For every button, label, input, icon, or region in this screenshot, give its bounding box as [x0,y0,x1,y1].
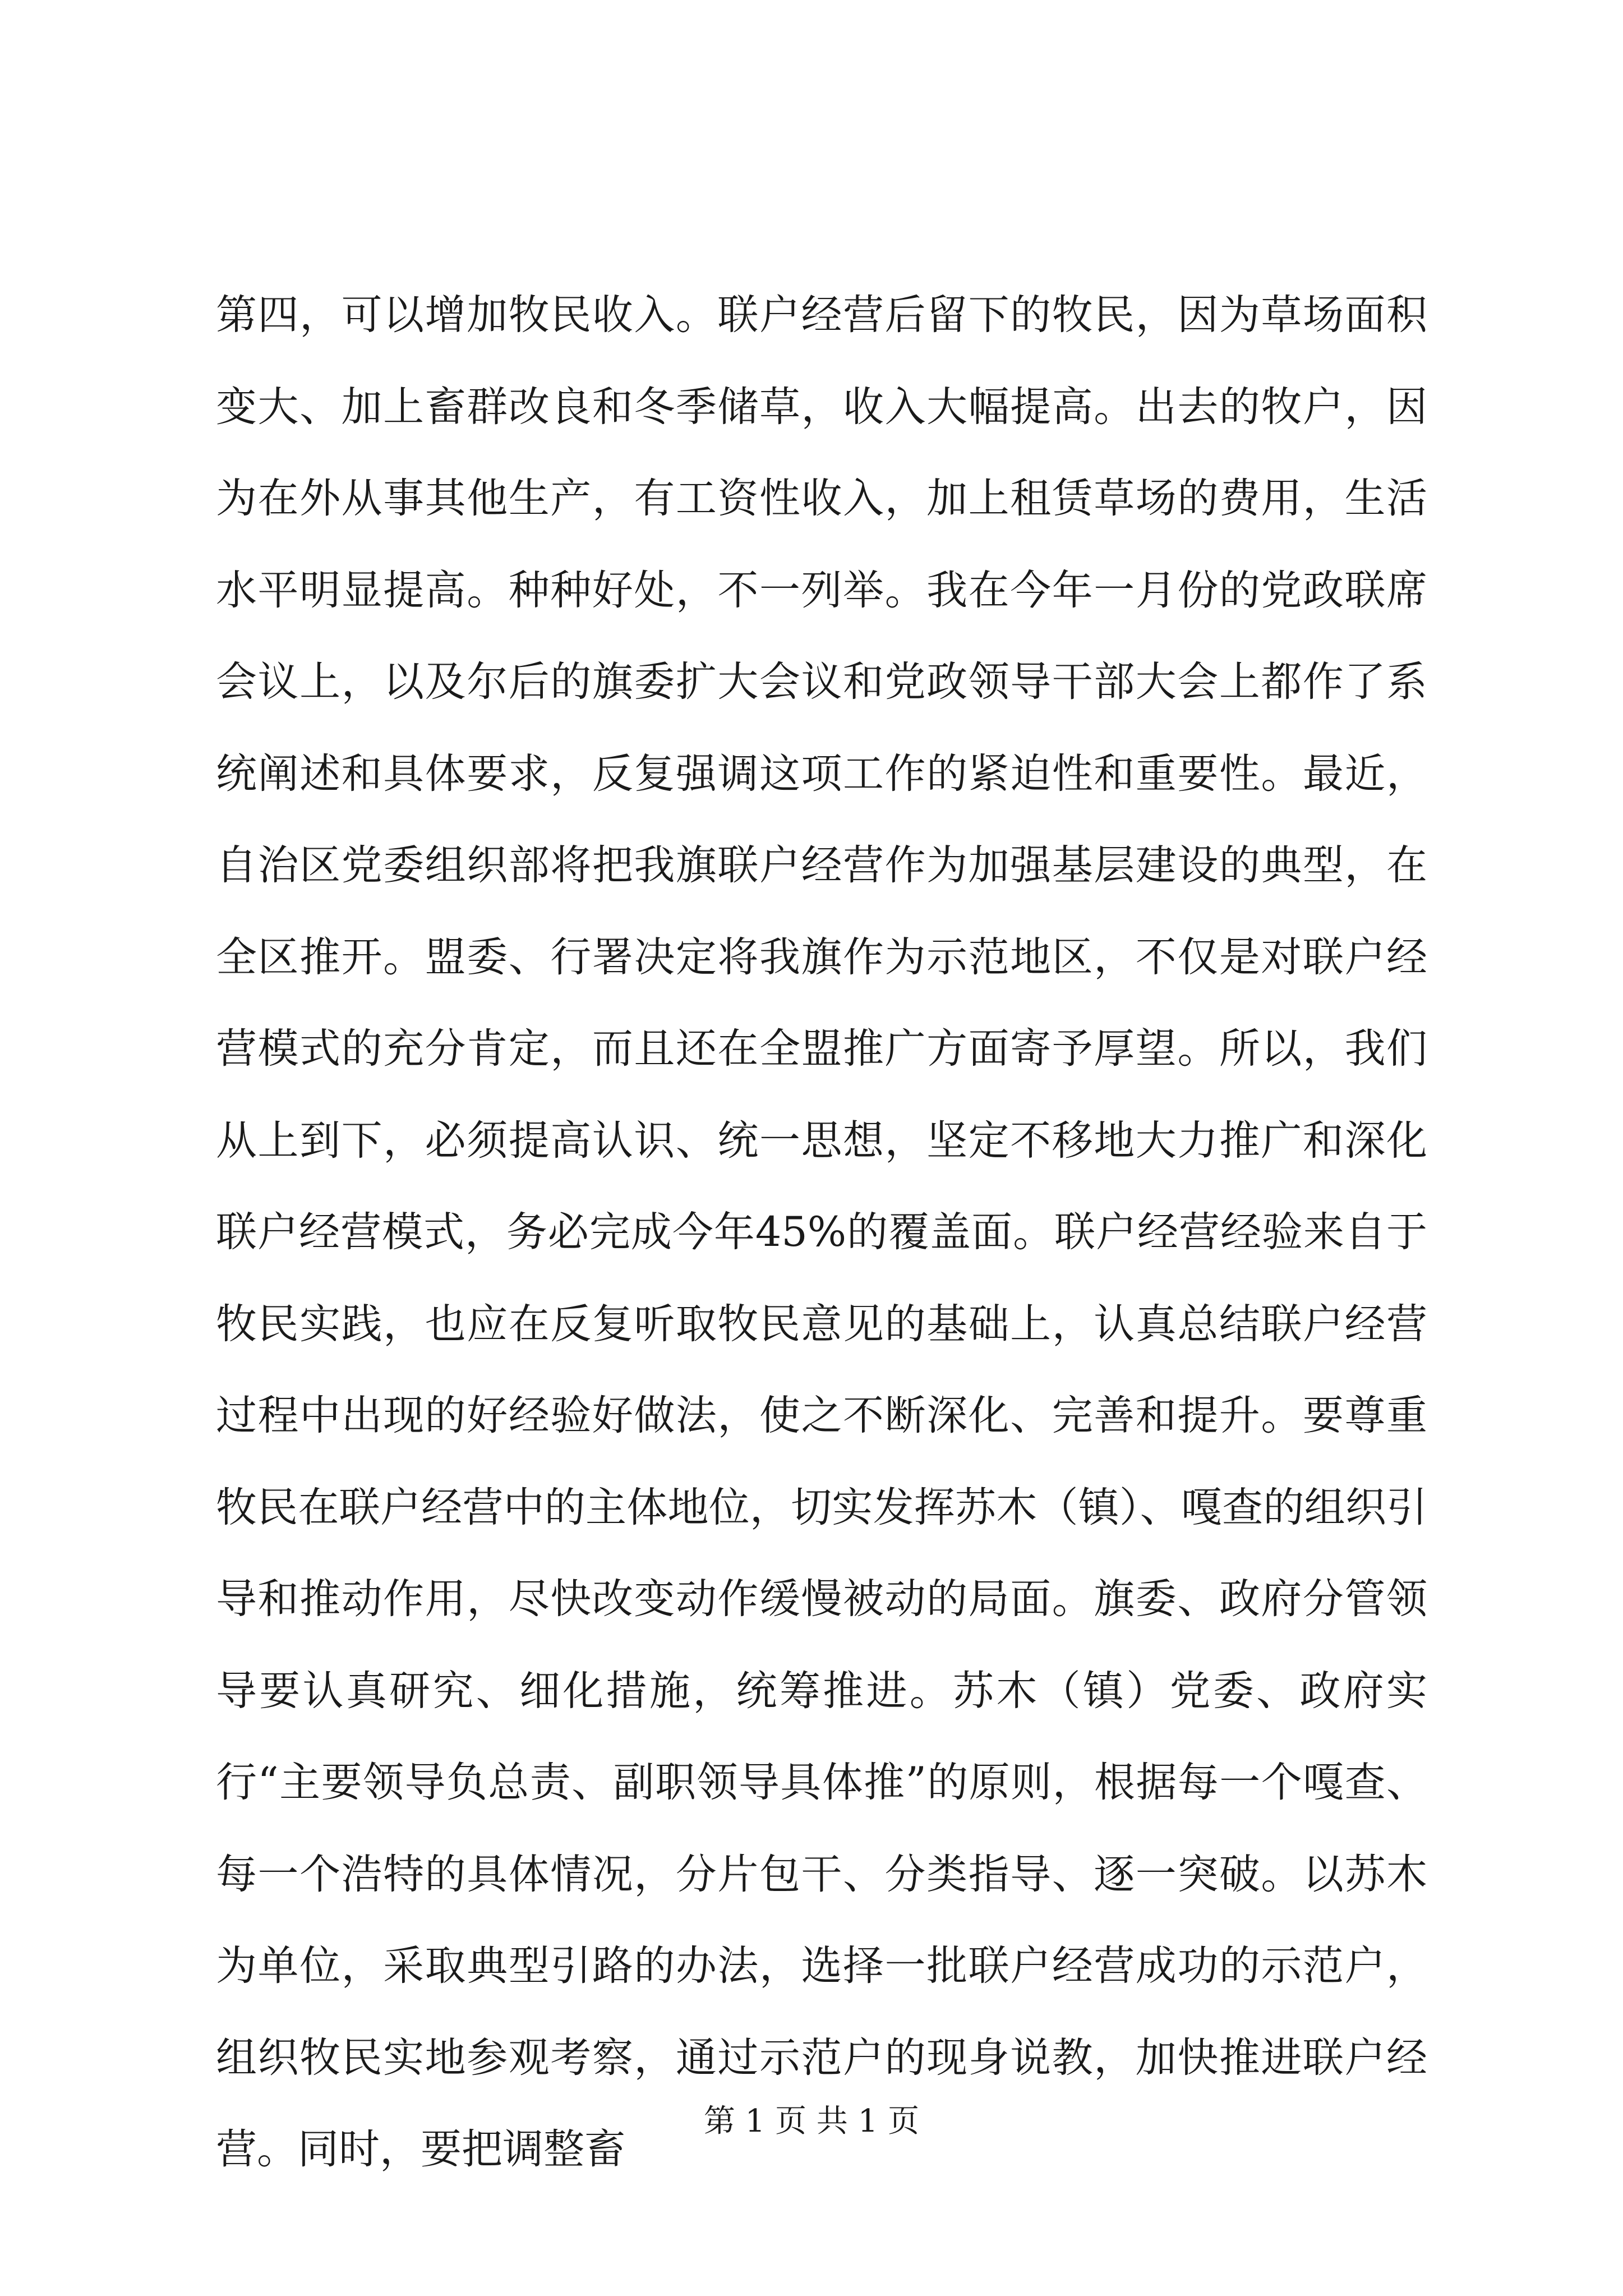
page-footer: 第 1 页 共 1 页 [703,2103,920,2139]
body-paragraph: 第四，可以增加牧民收入。联户经营后留下的牧民，因为草场面积变大、加上畜群改良和冬季储草，收入大幅提高。出去的牧户，因为在外从事其他生产，有工资性收入，加上租赁草场的费用，生活水平明显提高。种种好处，不一列举。我在今年一月份的党政联席会议上，以及尔后的旗委扩大会议和党政领导干部大会上都作了系统阐述和具体要求，反复强调这项工作的紧迫性和重要性。最近，自治区党委组织部将把我旗联户经营作为加强基层建设的典型，在全区推开。盟委、行署决定将我旗作为示范地区，不仅是对联户经营模式的充分肯定，而且还在全盟推广方面寄予厚望。所以，我们从上到下，必须提高认识、统一思想，坚定不移地大力推广和深化联户经营模式，务必完成今年45%的覆盖面。联户经营经验来自于牧民实践，也应在反复听取牧民意见的基础上，认真总结联户经营过程中出现的好经验好做法，使之不断深化、完善和提升。要尊重牧民在联户经营中的主体地位，切实发挥苏木（镇）、嘎查的组织引导和推动作用，尽快改变动作缓慢被动的局面。旗委、政府分管领导要认真研究、细化措施，统筹推进。苏木（镇）党委、政府实行“主要领导负总责、副职领导具体推”的原则，根据每一个嘎查、每一个浩特的具体情况，分片包干、分类指导、逐一突破。以苏木为单位，采取典型引路的办法，选择一批联户经营成功的示范户，组织牧民实地参观考察，通过示范户的现身说教，加快推进联户经营。同时，要把调整畜 [216,291,1427,2173]
